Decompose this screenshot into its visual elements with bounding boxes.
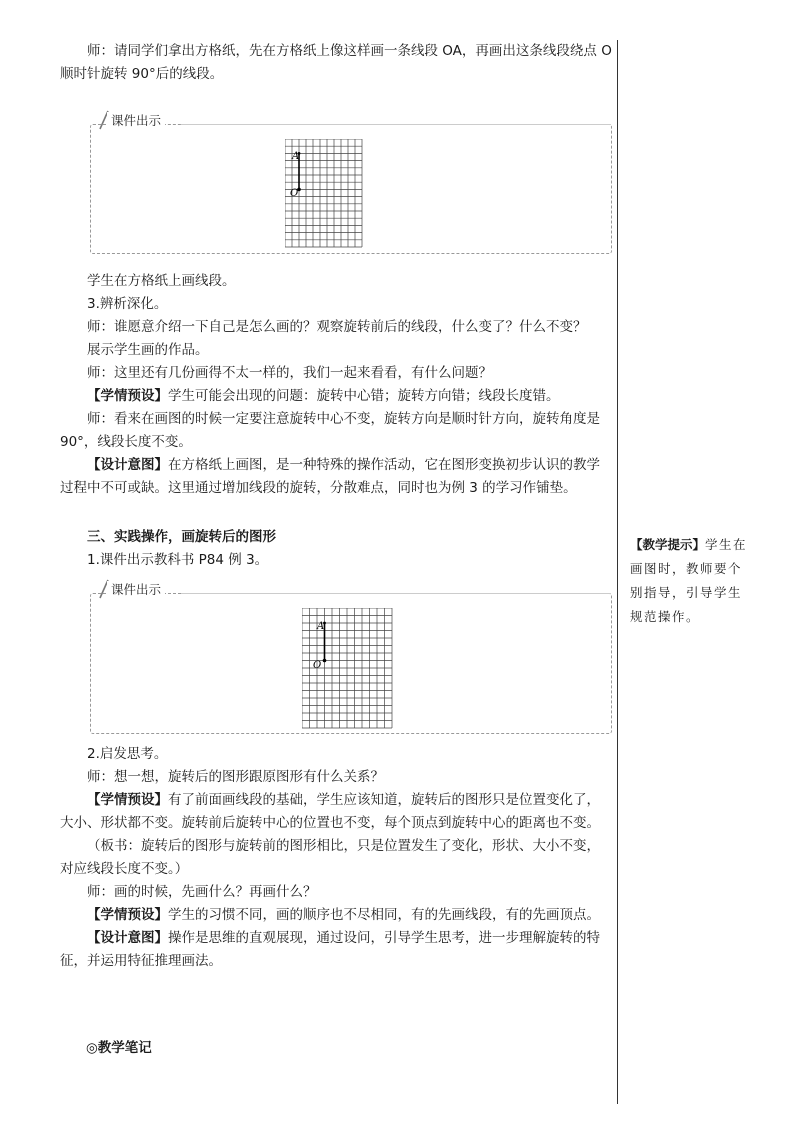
tip-text: 学生在画图时，教师要个别指导，引导学生规范操作。 <box>630 537 748 624</box>
slide-label: 课件出示 <box>107 581 165 599</box>
teacher-1: 师：看来在画图的时候一定要注意旋转中心不变，旋转方向是顺时针方向，旋转角度是 90°，线段长度不变。 <box>60 411 600 450</box>
preset-text: 有了前面画线段的基础，学生应该知道，旋转后的图形只是位置变化了，大小、形状都不变。旋转前后旋转中心的位置也不变，每个顶点到旋转中心的距离也不变。 <box>60 792 600 831</box>
section-heading: 三、实践操作，画旋转后的图形 <box>87 529 276 545</box>
main-content <box>60 40 612 973</box>
design-tag: 【设计意图】 <box>87 930 168 946</box>
preset-1 <box>60 385 612 408</box>
grid-figure-2 <box>302 608 394 730</box>
slide-box-2 <box>90 582 612 734</box>
preset-2 <box>60 789 612 835</box>
preset-tag: 【学情预设】 <box>87 792 168 808</box>
slide-label: 课件出示 <box>107 112 165 130</box>
grid-figure-1 <box>285 139 371 249</box>
preset-tag: 【学情预设】 <box>87 388 168 404</box>
tip-tag: 【教学提示】 <box>630 537 706 552</box>
board-note: （板书：旋转后的图形与旋转前的图形相比，只是位置发生了变化，形状、大小不变，对应线段长度不变。） <box>60 838 600 877</box>
preset-text: 学生的习惯不同，画的顺序也不尽相同，有的先画线段，有的先画顶点。 <box>168 907 600 923</box>
step-2: 2.启发思考。 <box>87 746 168 762</box>
point-a-label: A <box>292 151 300 162</box>
slide-label-line <box>181 593 611 594</box>
step-1: 1.课件出示教科书 P84 例 3。 <box>87 552 269 568</box>
question-4: 师：画的时候，先画什么？再画什么？ <box>87 884 317 900</box>
intro-line: 师：请同学们拿出方格纸，先在方格纸上像这样画一条线段 OA，再画出这条线段绕点 O 顺时针旋转 90°后的线段。 <box>60 43 612 82</box>
slide-label-line <box>181 124 611 125</box>
question-3: 师：想一想，旋转后的图形跟原图形有什么关系？ <box>87 769 384 785</box>
preset-tag: 【学情预设】 <box>87 907 168 923</box>
question-1b: 展示学生画的作品。 <box>87 342 209 358</box>
step-3: 3.辨析深化。 <box>87 296 168 312</box>
design-text: 操作是思维的直观展现，通过设问，引导学生思考，进一步理解旋转的特征，并运用特征推理画法。 <box>60 930 600 969</box>
design-text: 在方格纸上画图，是一种特殊的操作活动，它在图形变换初步认识的教学过程中不可或缺。这里通过增加线段的旋转，分散难点，同时也为例 3 的学习作铺垫。 <box>60 457 600 496</box>
point-a-label: A <box>317 621 325 632</box>
preset-3 <box>60 904 612 927</box>
point-o-label: O <box>290 188 299 199</box>
preset-text: 学生可能会出现的问题：旋转中心错；旋转方向错；线段长度错。 <box>168 388 560 404</box>
margin-rule <box>617 40 618 1104</box>
design-tag: 【设计意图】 <box>87 457 168 473</box>
point-o-label: O <box>313 660 322 671</box>
para-1: 学生在方格纸上画线段。 <box>87 273 236 289</box>
teaching-notes-title: ◎教学笔记 <box>86 1040 152 1056</box>
teaching-tip <box>630 533 748 629</box>
slide-box-1 <box>90 113 612 254</box>
question-1: 师：谁愿意介绍一下自己是怎么画的？观察旋转前后的线段，什么变了？什么不变？ <box>87 319 587 335</box>
design-2 <box>60 927 612 973</box>
question-2: 师：这里还有几份画得不太一样的，我们一起来看看，有什么问题？ <box>87 365 492 381</box>
design-1 <box>60 454 612 500</box>
